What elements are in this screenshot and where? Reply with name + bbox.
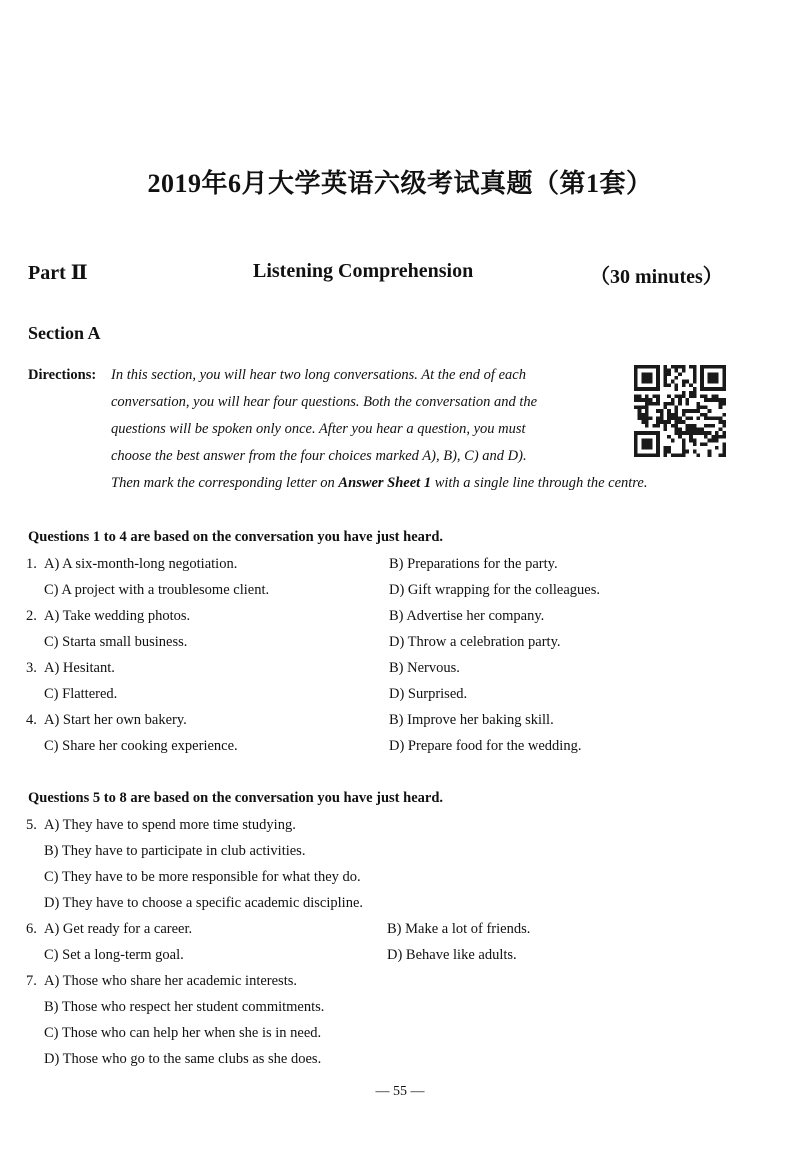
option-c: C) They have to be more responsible for what they do. (44, 869, 361, 885)
option-c: C) Those who can help her when she is in need. (44, 1025, 322, 1041)
qr-code-icon (633, 365, 727, 457)
option-a: A) Take wedding photos. (44, 608, 191, 624)
option-d: D) Behave like adults. (387, 947, 517, 963)
part-time: （30 minutes） (590, 266, 723, 288)
directions-line-last: Then mark the corresponding letter on Answer Sheet 1 with a single line through the centre. (111, 475, 648, 491)
page-number: — 55 — (375, 1084, 425, 1099)
option-c: C) Share her cooking experience. (44, 738, 238, 754)
directions-label: Directions: (28, 367, 97, 383)
option-d: D) They have to choose a specific academic discipline. (44, 895, 364, 911)
option-d: D) Prepare food for the wedding. (389, 738, 582, 754)
question-number: 7. (26, 973, 37, 989)
question-number: 4. (26, 712, 37, 728)
question-number: 2. (26, 608, 37, 624)
answer-sheet-ref: Answer Sheet 1 (338, 475, 432, 491)
option-b: B) Preparations for the party. (389, 556, 558, 572)
option-b: B) Nervous. (389, 660, 460, 676)
option-d: D) Gift wrapping for the colleagues. (389, 582, 600, 598)
directions-line: questions will be spoken only once. After you hear a question, you must (111, 421, 526, 437)
option-a: A) Get ready for a career. (44, 921, 193, 937)
option-b: B) Make a lot of friends. (387, 921, 531, 937)
section-heading: Section A (28, 323, 101, 343)
option-b: B) They have to participate in club activities. (44, 843, 306, 859)
page-title: 2019年6月大学英语六级考试真题（第1套） (147, 169, 653, 198)
question-number: 1. (26, 556, 37, 572)
question-number: 3. (26, 660, 37, 676)
questions-1-4-heading: Questions 1 to 4 are based on the conversation you have just heard. (28, 529, 444, 545)
option-d: D) Those who go to the same clubs as she does. (44, 1051, 322, 1067)
option-c: C) A project with a troublesome client. (44, 582, 270, 598)
question-number: 5. (26, 817, 37, 833)
directions-line: conversation, you will hear four questions. Both the conversation and the (111, 394, 538, 410)
directions-line: In this section, you will hear two long conversations. At the end of each (111, 367, 526, 383)
option-a: A) A six-month-long negotiation. (44, 556, 238, 572)
question-number: 6. (26, 921, 37, 937)
option-a: A) They have to spend more time studying. (44, 817, 296, 833)
option-a: A) Those who share her academic interests. (44, 973, 297, 989)
option-b: B) Advertise her company. (389, 608, 545, 624)
option-a: A) Start her own bakery. (44, 712, 187, 728)
part-label: Part Ⅱ (28, 262, 88, 284)
option-a: A) Hesitant. (44, 660, 115, 676)
questions-5-8-heading: Questions 5 to 8 are based on the conversation you have just heard. (28, 790, 444, 806)
option-b: B) Improve her baking skill. (389, 712, 554, 728)
option-b: B) Those who respect her student commitments. (44, 999, 325, 1015)
option-c: C) Set a long-term goal. (44, 947, 184, 963)
part-name: Listening Comprehension (253, 260, 474, 282)
option-c: C) Starta small business. (44, 634, 188, 650)
option-d: D) Throw a celebration party. (389, 634, 561, 650)
option-c: C) Flattered. (44, 686, 118, 702)
option-d: D) Surprised. (389, 686, 468, 702)
directions-line: choose the best answer from the four choices marked A), B), C) and D). (111, 448, 527, 464)
